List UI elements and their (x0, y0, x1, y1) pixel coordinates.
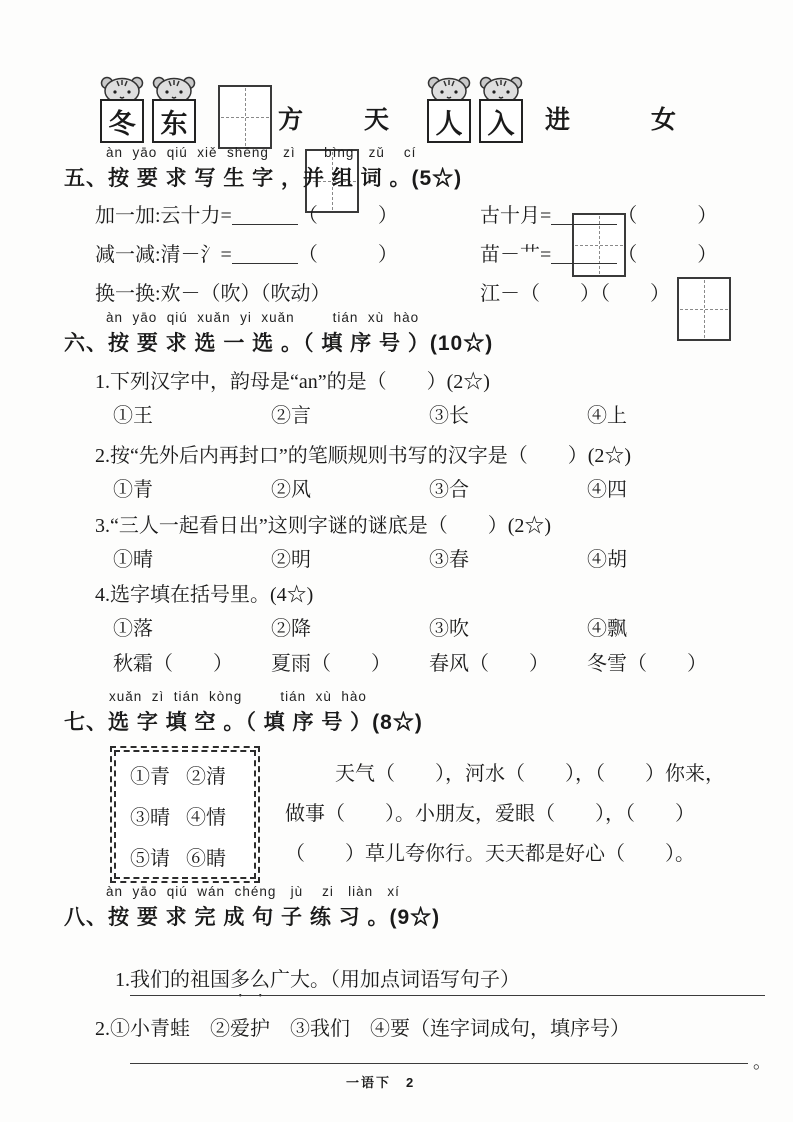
question-1: 1.下列汉字中，韵母是“an”的是（ ）(2☆) (95, 371, 490, 393)
emphasized-word: 多么 (230, 969, 270, 991)
answer-blank (232, 242, 298, 264)
option: ⑤请 (130, 848, 170, 870)
expression: 古十月= (480, 205, 552, 227)
option: ④飘 (587, 618, 627, 640)
option: ②言 (271, 405, 311, 427)
fill-sentence-line: （ ）草儿夸你行。天天都是好心（ ）。 (285, 843, 695, 865)
word-paren: （ ） (617, 244, 718, 266)
section5-pinyin: àn yāo qiú xiě shēng zì bìng zǔ cí (106, 145, 417, 160)
tiger-mascot-icon (150, 74, 198, 143)
section6-heading: 六、按 要 求 选 一 选 。（ 填 序 号 ）(10☆) (64, 332, 494, 355)
answer-line (130, 1062, 748, 1064)
row-right (480, 199, 717, 238)
character-label: 天 (364, 107, 390, 134)
answer-blank (551, 242, 617, 264)
character-options-box (114, 750, 256, 879)
section8-heading: 八、按 要 求 完 成 句 子 练 习 。(9☆) (64, 906, 441, 929)
section5-heading: 五、按 要 求 写 生 字 ，并 组 词 。(5☆) (64, 167, 463, 190)
sentence-post: 广大。（用加点词语写句子） (270, 969, 520, 991)
section5-row-add (95, 199, 717, 238)
option: ③长 (429, 405, 469, 427)
fill-item: 秋霜（ ） (113, 653, 233, 675)
fill-sentence-line: 天气（ ），河水（ ），（ ）你来， (335, 763, 725, 785)
question-1-options (113, 399, 745, 428)
option: ③晴 (130, 807, 170, 829)
page-footer: 一语下 2 (346, 1075, 416, 1090)
option: ⑥睛 (186, 848, 226, 870)
row-left: 换一换:欢－（吹）（吹动） (95, 283, 331, 305)
word-paren: （ ） (617, 205, 718, 227)
expression: 苗－艹= (480, 244, 552, 266)
expression: 加一加:云十力= (95, 205, 232, 227)
question-4-options (113, 612, 745, 641)
option: ①青 (113, 479, 153, 501)
section7-pinyin: xuǎn zì tián kòng tián xù hào (109, 689, 367, 704)
character-label: 进 (545, 107, 571, 134)
sentence-question-2: 2.①小青蛙 ②爱护 ③我们 ④要（连字词成句，填序号） (95, 1018, 630, 1040)
word-paren: （ ） (297, 205, 398, 227)
character-label: 方 (278, 107, 304, 134)
option: ②降 (271, 618, 311, 640)
row-right (480, 238, 717, 277)
option: ①落 (113, 618, 153, 640)
tiger-card-character: 人 (427, 99, 471, 143)
option: ①青 (130, 766, 170, 788)
row-right: 江－（ ）（ ） (480, 283, 670, 305)
option: ③春 (429, 549, 469, 571)
option: ②清 (186, 766, 226, 788)
section7-heading: 七、选 字 填 空 。（ 填 序 号 ）(8☆) (64, 711, 423, 734)
expression: 减一减:清－氵= (95, 244, 232, 266)
tiger-mascot-icon (98, 74, 146, 143)
option: ②明 (271, 549, 311, 571)
tiger-card-character: 东 (152, 99, 196, 143)
option: ④上 (587, 405, 627, 427)
option: ②风 (271, 479, 311, 501)
tiger-card-character: 冬 (100, 99, 144, 143)
tiger-mascot-icon (477, 74, 525, 143)
sentence-period: 。 (753, 1052, 771, 1072)
section8-pinyin: àn yāo qiú wán chéng jù zi liàn xí (106, 884, 400, 899)
option: ④胡 (587, 549, 627, 571)
row-left (95, 238, 480, 277)
character-label: 女 (651, 107, 677, 134)
fill-item: 冬雪（ ） (587, 653, 707, 675)
word-paren: （ ） (297, 244, 398, 266)
fill-item: 夏雨（ ） (271, 653, 391, 675)
answer-blank (551, 203, 617, 225)
fill-sentence-line: 做事（ ）。小朋友，爱眼（ ），（ ） (285, 803, 695, 825)
question-2: 2.按“先外后内再封口”的笔顺规则书写的汉字是（ ）(2☆) (95, 445, 632, 467)
question-3: 3.“三人一起看日出”这则字谜的谜底是（ ）(2☆) (95, 515, 552, 537)
fill-item: 春风（ ） (429, 653, 549, 675)
question-4: 4.选字填在括号里。(4☆) (95, 584, 314, 606)
option: ①王 (113, 405, 153, 427)
tiger-mascot-icon (425, 74, 473, 143)
writing-grid (218, 85, 272, 149)
option: ④四 (587, 479, 627, 501)
writing-grid (677, 277, 731, 341)
question-4-fill-row (113, 647, 745, 676)
section6-pinyin: àn yāo qiú xuǎn yi xuǎn tián xù hào (106, 310, 420, 325)
option: ③合 (429, 479, 469, 501)
answer-blank (232, 203, 298, 225)
tiger-card-character: 入 (479, 99, 523, 143)
section5-row-subtract (95, 238, 717, 277)
option: ③吹 (429, 618, 469, 640)
sentence-pre: 1.我们的祖国 (115, 969, 230, 991)
row-left (95, 199, 480, 238)
option: ④情 (186, 807, 226, 829)
question-2-options (113, 473, 745, 502)
option: ①晴 (113, 549, 153, 571)
question-3-options (113, 543, 745, 572)
answer-line (130, 994, 765, 996)
write-characters-row (98, 72, 793, 152)
